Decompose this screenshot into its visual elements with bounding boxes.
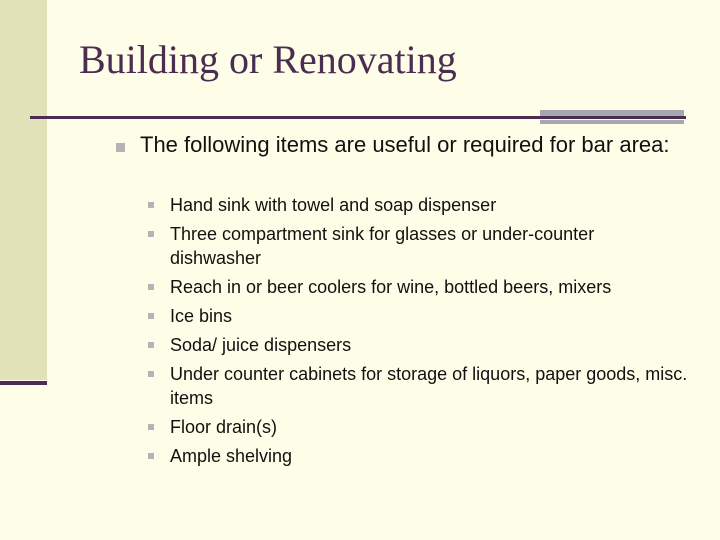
list-item-label: Soda/ juice dispensers [170, 335, 352, 355]
title-rule [30, 116, 686, 119]
square-bullet-icon [148, 313, 154, 319]
list-item [148, 222, 688, 270]
intro-text: The following items are useful or required for bar area: [140, 132, 670, 157]
square-bullet-icon [148, 424, 154, 430]
square-bullet-icon [148, 453, 154, 459]
list-item-label: Hand sink with towel and soap dispenser [170, 195, 497, 215]
list-item-label: Three compartment sink for glasses or under-counter dishwasher [170, 224, 595, 268]
item-list [148, 193, 688, 473]
list-item [148, 362, 688, 410]
slide-title: Building or Renovating [79, 37, 457, 82]
square-bullet-icon [148, 284, 154, 290]
list-item-label: Reach in or beer coolers for wine, bottled beers, mixers [170, 277, 612, 297]
list-item-label: Ice bins [170, 306, 233, 326]
square-bullet-icon [116, 143, 125, 152]
list-item [148, 304, 688, 328]
square-bullet-icon [148, 231, 154, 237]
square-bullet-icon [148, 342, 154, 348]
list-item [148, 415, 688, 439]
decorative-sidebar [0, 0, 47, 380]
list-item-label: Floor drain(s) [170, 417, 278, 437]
list-item [148, 193, 688, 217]
list-item [148, 444, 688, 468]
title-rule-gray-lower [540, 120, 684, 124]
list-item-label: Under counter cabinets for storage of liquors, paper goods, misc. items [170, 364, 688, 408]
list-item [148, 275, 688, 299]
sidebar-edge-line [0, 381, 47, 385]
square-bullet-icon [148, 202, 154, 208]
square-bullet-icon [148, 371, 154, 377]
list-item [148, 333, 688, 357]
list-item-label: Ample shelving [170, 446, 293, 466]
